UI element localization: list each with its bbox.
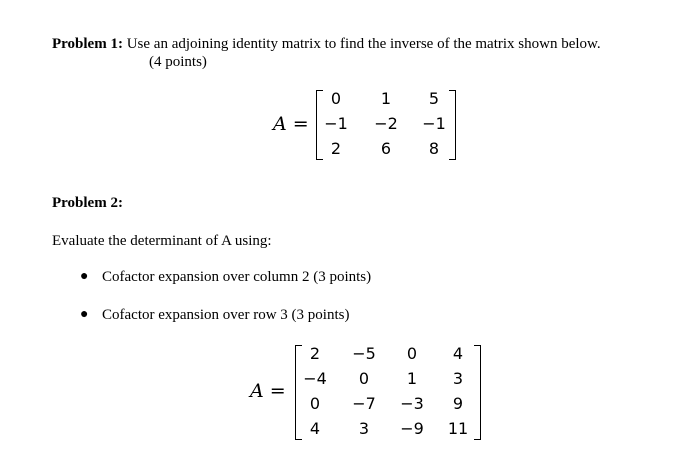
problem1-points: (4 points) (149, 54, 207, 70)
matrix-cell: 3 (358, 419, 370, 438)
problem1-heading: Problem 1: (52, 36, 123, 52)
problem1-matrix-label: A = (273, 113, 309, 135)
matrix-cell: 8 (428, 139, 440, 158)
matrix-cell: 0 (406, 344, 418, 363)
matrix-cell: −7 (352, 394, 376, 413)
matrix-cell: 3 (452, 369, 464, 388)
matrix-cell: −9 (400, 419, 424, 438)
problem1-text: Use an adjoining identity matrix to find the inverse of the matrix shown below. (126, 36, 601, 52)
matrix-cell: 2 (330, 139, 342, 158)
matrix-cell: 0 (358, 369, 370, 388)
matrix-cell: 2 (309, 344, 321, 363)
problem2-matrix-label: A = (250, 380, 286, 402)
matrix-cell: 5 (428, 89, 440, 108)
matrix-cell: 11 (447, 419, 469, 438)
matrix-cell: −5 (352, 344, 376, 363)
bullet-item: Cofactor expansion over column 2 (3 points) (102, 269, 372, 285)
matrix-cell: −3 (400, 394, 424, 413)
matrix-cell: 6 (380, 139, 392, 158)
problem1-statement (52, 35, 601, 53)
matrix-cell: 9 (452, 394, 464, 413)
matrix-cell: −4 (303, 369, 327, 388)
bullet-icon: ● (80, 307, 89, 322)
matrix-cell: 1 (406, 369, 418, 388)
problem2-heading: Problem 2: (52, 195, 123, 211)
matrix-cell: 1 (380, 89, 392, 108)
matrix-cell: 0 (330, 89, 342, 108)
problem2-text: Evaluate the determinant of A using: (52, 233, 272, 249)
matrix-cell: −2 (374, 114, 398, 133)
matrix-cell: −1 (422, 114, 446, 133)
bullet-icon: ● (80, 269, 89, 284)
matrix-cell: 4 (309, 419, 321, 438)
bullet-item: Cofactor expansion over row 3 (3 points) (102, 307, 350, 323)
matrix-cell: 0 (309, 394, 321, 413)
matrix-cell: 4 (452, 344, 464, 363)
matrix-cell: −1 (324, 114, 348, 133)
